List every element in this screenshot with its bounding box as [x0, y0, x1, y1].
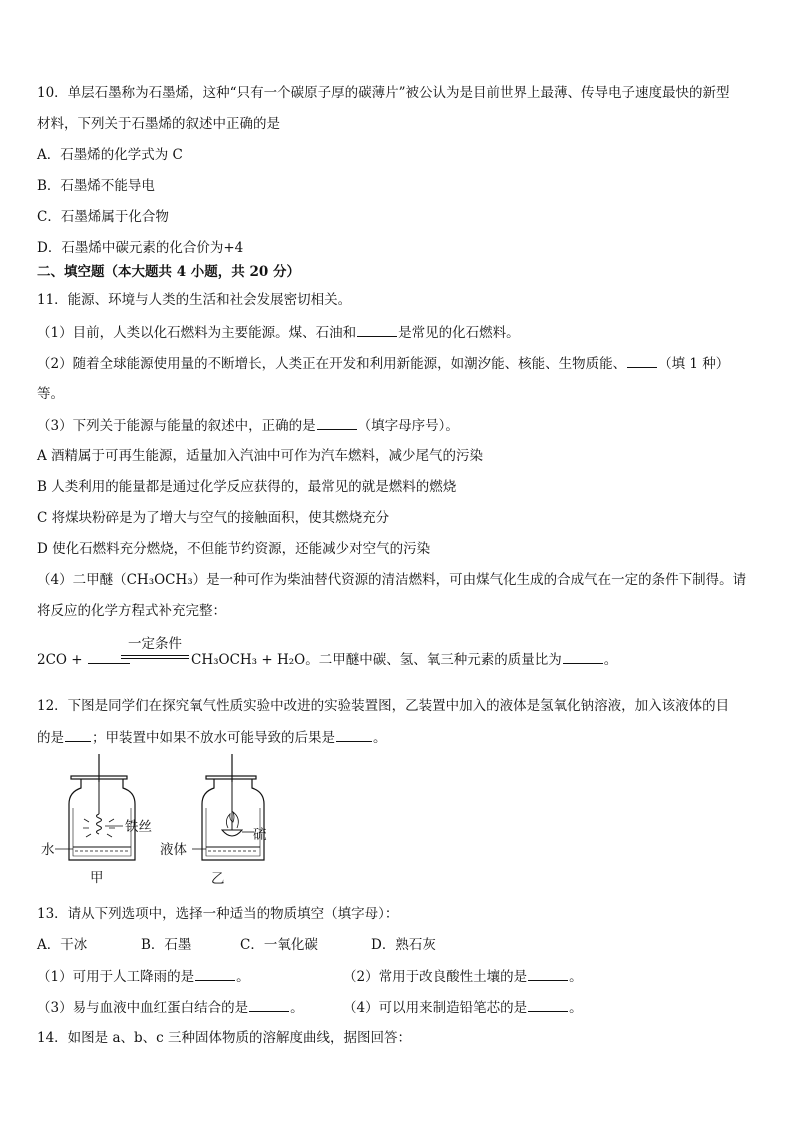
- equation-sign-line-bottom: [121, 658, 189, 659]
- q13-option-b: B．石墨: [141, 937, 192, 953]
- q14-stem: 14．如图是 a、b、c 三种固体物质的溶解度曲线，据图回答：: [37, 1030, 412, 1046]
- q10-stem-line2: 材料，下列关于石墨烯的叙述中正确的是: [37, 116, 280, 132]
- apparatus-yi-figure: [188, 752, 298, 872]
- q13-part2-period: 。: [569, 969, 583, 985]
- q13-part3-blank[interactable]: [249, 998, 289, 1012]
- label-iron-wire: 铁丝: [125, 819, 152, 835]
- q13-option-c: C．一氧化碳: [240, 937, 318, 953]
- equation-products: CH₃OCH₃ + H₂O。二甲醚中碳、氢、氧三种元素的质量比为: [191, 652, 562, 668]
- q12-text-c: 。: [373, 730, 387, 746]
- label-yi: 乙: [211, 871, 225, 887]
- q10-option-c: C．石墨烯属于化合物: [37, 209, 169, 225]
- equation-reactant: 2CO +: [37, 652, 83, 668]
- q12-purpose-blank[interactable]: [65, 728, 91, 742]
- label-liquid: 液体: [160, 842, 187, 858]
- q13-part2-blank[interactable]: [528, 967, 568, 981]
- apparatus-jia-figure: [45, 752, 165, 872]
- q12-line2: [37, 728, 387, 747]
- section2-title: 二、填空题（本大题共 4 小题，共 20 分）: [37, 264, 300, 280]
- q11-part2: [37, 354, 729, 373]
- q11-part3-text-a: （3）下列关于能源与能量的叙述中，正确的是: [37, 418, 316, 434]
- equation-condition: 一定条件: [128, 636, 182, 652]
- q12-text-a: 的是: [37, 730, 64, 746]
- q10-stem-line1: 10．单层石墨称为石墨烯，这种“只有一个碳原子厚的碳薄片”被公认为是目前世界上最薄、传导电子速度最快的新型: [37, 85, 730, 101]
- q11-part1-blank[interactable]: [357, 323, 397, 337]
- q12-text-b: ；甲装置中如果不放水可能导致的后果是: [92, 730, 335, 746]
- q13-part4-text: （4）可以用来制造铅笔芯的是: [343, 1000, 528, 1016]
- q13-option-a: A．干冰: [37, 937, 88, 953]
- q11-part2-blank[interactable]: [627, 354, 657, 368]
- q11-part2-cont: 等。: [37, 386, 64, 402]
- q13-options: [37, 936, 436, 954]
- q13-part4-period: 。: [569, 1000, 583, 1016]
- q10-option-d: D．石墨烯中碳元素的化合价为+4: [37, 240, 244, 256]
- q11-option-d: D 使化石燃料充分燃烧，不但能节约资源，还能减少对空气的污染: [37, 541, 431, 557]
- q13-option-d: D．熟石灰: [371, 937, 436, 953]
- q10-option-b: B．石墨烯不能导电: [37, 178, 155, 194]
- equation-end: 。: [603, 652, 618, 668]
- q11-part2-text-b: （填 1 种）: [658, 356, 730, 372]
- q11-part3-text-b: （填字母序号）。: [357, 418, 459, 434]
- label-jia: 甲: [90, 870, 104, 886]
- q10-option-a: A．石墨烯的化学式为 C: [37, 147, 183, 163]
- q11-part4-line1: （4）二甲醚（CH₃OCH₃）是一种可作为柴油替代资源的清洁燃料，可由煤气化生成的合成气在一定的条件下制得。请: [37, 572, 747, 588]
- q11-stem: 11．能源、环境与人类的生活和社会发展密切相关。: [37, 292, 352, 308]
- q11-part1-text-a: （1）目前，人类以化石燃料为主要能源。煤、石油和: [37, 325, 357, 341]
- q11-option-a: A 酒精属于可再生能源，适量加入汽油中可作为汽车燃料，减少尾气的污染: [37, 448, 484, 464]
- q13-part4: [343, 998, 583, 1017]
- q13-part4-blank[interactable]: [528, 998, 568, 1012]
- q11-part1-text-b: 是常见的化石燃料。: [398, 325, 520, 341]
- q13-stem: 13．请从下列选项中，选择一种适当的物质填空（填字母）：: [37, 906, 399, 922]
- q13-part3: [37, 998, 304, 1017]
- q11-mass-ratio-blank[interactable]: [563, 650, 603, 664]
- q13-part3-text: （3）易与血液中血红蛋白结合的是: [37, 1000, 249, 1016]
- q12-line1: 12．下图是同学们在探究氧气性质实验中改进的实验装置图，乙装置中加入的液体是氢氧化钠溶液，加入该液体的目: [37, 698, 730, 714]
- label-sulfur: 硫: [253, 827, 267, 843]
- q11-part2-text-a: （2）随着全球能源使用量的不断增长，人类正在开发和利用新能源，如潮汐能、核能、生物质能、: [37, 356, 627, 372]
- q11-equation-right: [191, 650, 617, 669]
- q13-part2-text: （2）常用于改良酸性土壤的是: [343, 969, 528, 985]
- q11-equation-left: [37, 650, 131, 669]
- q13-part1-period: 。: [236, 969, 250, 985]
- q13-part2: [343, 967, 583, 986]
- q13-part1-text: （1）可用于人工降雨的是: [37, 969, 195, 985]
- q11-part3: [37, 416, 459, 435]
- q13-part1-blank[interactable]: [195, 967, 235, 981]
- q11-option-b: B 人类利用的能量都是通过化学反应获得的，最常见的就是燃料的燃烧: [37, 479, 457, 495]
- q13-part1: [37, 967, 250, 986]
- q11-part3-blank[interactable]: [317, 416, 357, 430]
- q11-part4-line2: 将反应的化学方程式补充完整：: [37, 603, 226, 619]
- q13-part3-period: 。: [290, 1000, 304, 1016]
- equation-sign-line-top: [121, 655, 189, 656]
- q11-option-c: C 将煤块粉碎是为了增大与空气的接触面积，使其燃烧充分: [37, 510, 390, 526]
- q11-part1: [37, 323, 520, 342]
- q12-consequence-blank[interactable]: [336, 728, 372, 742]
- q11-equation-blank[interactable]: [88, 650, 130, 664]
- label-water: 水: [41, 842, 55, 858]
